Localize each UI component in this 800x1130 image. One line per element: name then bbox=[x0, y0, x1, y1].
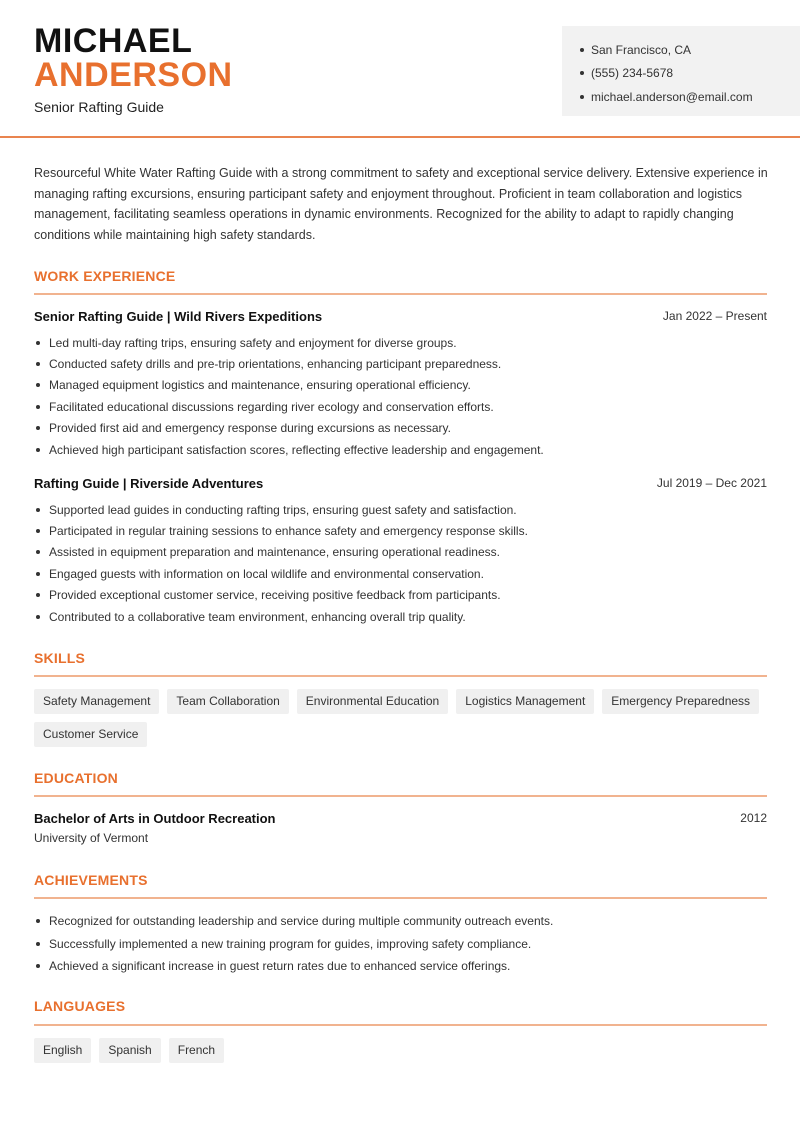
section-divider bbox=[34, 1024, 767, 1026]
list-item: Successfully implemented a new training program for guides, improving safety compliance. bbox=[34, 933, 767, 956]
contact-email bbox=[580, 85, 800, 109]
list-item: Provided first aid and emergency response during excursions as necessary. bbox=[34, 418, 767, 439]
list-item: Achieved a significant increase in guest return rates due to enhanced service offerings. bbox=[34, 955, 767, 978]
language-tag: Spanish bbox=[99, 1038, 160, 1063]
section-title-work: WORK EXPERIENCE bbox=[34, 268, 176, 284]
contact-location bbox=[580, 38, 800, 62]
section-divider bbox=[34, 293, 767, 295]
section-title-achievements: ACHIEVEMENTS bbox=[34, 872, 148, 888]
section-divider bbox=[34, 795, 767, 797]
bullet-icon bbox=[580, 95, 584, 99]
list-item: Assisted in equipment preparation and maintenance, ensuring operational readiness. bbox=[34, 542, 767, 563]
section-title-languages: LANGUAGES bbox=[34, 998, 126, 1014]
last-name: ANDERSON bbox=[34, 56, 233, 94]
job-bullets bbox=[34, 499, 767, 627]
job-bullets bbox=[34, 332, 767, 460]
list-item: Participated in regular training sessions to enhance safety and emergency response skills. bbox=[34, 520, 767, 541]
section-title-skills: SKILLS bbox=[34, 650, 85, 666]
contact-box bbox=[562, 26, 800, 116]
skill-tag: Environmental Education bbox=[297, 689, 448, 714]
list-item: Conducted safety drills and pre-trip orientations, enhancing participant preparedness. bbox=[34, 353, 767, 374]
summary-paragraph: Resourceful White Water Rafting Guide with a strong commitment to safety and exceptional service delivery. Extensive experience in managing rafting excursions, ensuring participant safety and enjoyment throughout. Proficient in team collaboration and logistics management, facilitating seamless operations in dynamic environments. Recognized for the ability to adapt to rapidly changing conditions while maintaining high safety standards. bbox=[34, 166, 768, 242]
skill-tag: Safety Management bbox=[34, 689, 159, 714]
job-role: Senior Rafting Guide | Wild Rivers Expeditions bbox=[34, 309, 323, 324]
resume-header bbox=[0, 0, 800, 138]
job-dates: Jul 2019 – Dec 2021 bbox=[656, 476, 767, 490]
list-item: Engaged guests with information on local wildlife and environmental conservation. bbox=[34, 563, 767, 584]
skill-tag: Customer Service bbox=[34, 722, 147, 747]
first-name: MICHAEL bbox=[34, 22, 193, 60]
contact-phone bbox=[580, 62, 800, 86]
section-divider bbox=[34, 675, 767, 677]
degree: Bachelor of Arts in Outdoor Recreation bbox=[34, 811, 276, 826]
list-item: Recognized for outstanding leadership and service during multiple community outreach events. bbox=[34, 910, 767, 933]
skills-list bbox=[34, 689, 767, 747]
job-role: Rafting Guide | Riverside Adventures bbox=[34, 476, 264, 491]
list-item: Contributed to a collaborative team environment, enhancing overall trip quality. bbox=[34, 606, 767, 627]
skill-tag: Team Collaboration bbox=[167, 689, 288, 714]
skill-tag: Emergency Preparedness bbox=[602, 689, 759, 714]
bullet-icon bbox=[580, 48, 584, 52]
list-item: Facilitated educational discussions regarding river ecology and conservation efforts. bbox=[34, 396, 767, 417]
list-item: Led multi-day rafting trips, ensuring safety and enjoyment for diverse groups. bbox=[34, 332, 767, 353]
graduation-year: 2012 bbox=[740, 811, 767, 825]
language-tag: French bbox=[169, 1038, 224, 1063]
list-item: Provided exceptional customer service, receiving positive feedback from participants. bbox=[34, 585, 767, 606]
skill-tag: Logistics Management bbox=[456, 689, 594, 714]
languages-list bbox=[34, 1038, 767, 1063]
location-text: San Francisco, CA bbox=[591, 42, 692, 57]
section-title-education: EDUCATION bbox=[34, 770, 118, 786]
list-item: Managed equipment logistics and maintenance, ensuring operational efficiency. bbox=[34, 375, 767, 396]
bullet-icon bbox=[580, 71, 584, 75]
job-dates: Jan 2022 – Present bbox=[662, 309, 767, 323]
section-divider bbox=[34, 897, 767, 899]
job-header bbox=[34, 476, 767, 491]
list-item: Supported lead guides in conducting rafting trips, ensuring guest safety and satisfaction. bbox=[34, 499, 767, 520]
achievements-list bbox=[34, 910, 767, 978]
job-header bbox=[34, 309, 767, 324]
list-item: Achieved high participant satisfaction scores, reflecting effective leadership and engagement. bbox=[34, 439, 767, 460]
education-header bbox=[34, 811, 767, 826]
email-text: michael.anderson@email.com bbox=[591, 89, 753, 104]
school-name: University of Vermont bbox=[34, 831, 149, 845]
job-title: Senior Rafting Guide bbox=[34, 99, 164, 115]
phone-text: (555) 234-5678 bbox=[591, 66, 674, 81]
language-tag: English bbox=[34, 1038, 91, 1063]
